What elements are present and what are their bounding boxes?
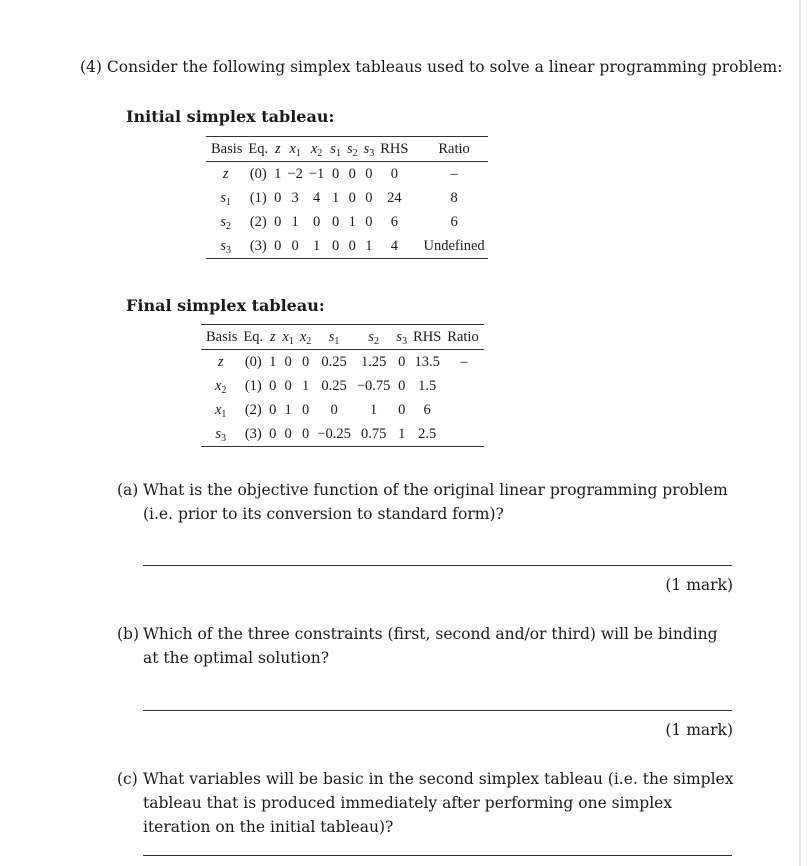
cell-basis: z (222, 165, 229, 182)
cell-s2: 0.75 (360, 425, 387, 442)
answer-line-b[interactable] (143, 710, 732, 711)
cell-basis: $s_3$ (215, 425, 227, 444)
mark-a: (1 mark) (665, 576, 733, 594)
question-text: Consider the following simplex tableaus used to solve a linear programming problem: (106, 58, 783, 76)
mark-b: (1 mark) (665, 721, 733, 739)
cell-eq: (2) (244, 401, 262, 418)
cell-ratio: Undefined (423, 237, 485, 254)
part-b (117, 622, 737, 670)
cell-x1: 0 (284, 377, 292, 394)
part-c (117, 767, 737, 839)
cell-rhs: 4 (390, 237, 398, 254)
cell-s1: −0.25 (317, 425, 351, 442)
cell-s2: 1 (370, 401, 378, 418)
header-x1: $x_1$ (289, 140, 301, 159)
cell-x1: 0 (291, 237, 299, 254)
part-text: Which of the three constraints (first, second and/or third) will be binding at the optimal solution? (143, 625, 718, 667)
cell-s3: 0 (398, 353, 406, 370)
cell-eq: (1) (249, 189, 267, 206)
part-text: What variables will be basic in the second simplex tableau (i.e. the simplex tableau that is produced immediately after performing one simplex iteration on the initial tableau)? (143, 770, 734, 836)
header-ratio: Ratio (438, 140, 470, 157)
header-rhs: RHS (380, 140, 409, 157)
cell-s1: 0 (331, 213, 340, 230)
cell-eq: (1) (244, 377, 262, 394)
cell-z: 0 (274, 189, 282, 206)
cell-ratio: – (460, 353, 468, 370)
part-label: (a) (117, 481, 139, 499)
table-row (201, 374, 484, 398)
cell-s2: 1 (348, 213, 356, 230)
header-z: z (274, 140, 281, 157)
cell-rhs: 6 (423, 401, 431, 418)
header-z: z (269, 328, 276, 345)
cell-ratio: 6 (450, 213, 458, 230)
header-x1: $x_1$ (282, 328, 294, 347)
cell-s3: 0 (398, 377, 406, 394)
cell-s1: 0.25 (321, 377, 347, 394)
table-row (206, 234, 488, 259)
cell-x1: 3 (291, 189, 299, 206)
cell-s1: 0 (331, 165, 340, 182)
final-tableau (201, 324, 484, 447)
header-s2: $s_2$ (346, 140, 358, 159)
cell-x1: 0 (284, 353, 292, 370)
cell-basis: $x_2$ (214, 377, 227, 396)
cell-eq: (0) (244, 353, 262, 370)
cell-x2: 4 (312, 189, 321, 206)
cell-s3: 0 (365, 165, 373, 182)
final-tableau-title: Final simplex tableau: (126, 296, 325, 315)
cell-s3: 0 (365, 189, 373, 206)
table-header-row (201, 325, 484, 350)
initial-tableau-title: Initial simplex tableau: (126, 107, 335, 126)
header-eq: Eq. (243, 328, 264, 345)
cell-x2: 1 (301, 377, 310, 394)
table-row (206, 162, 488, 187)
cell-rhs: 2.5 (418, 425, 437, 442)
table-row (201, 398, 484, 422)
cell-x2: 1 (312, 237, 321, 254)
cell-s1: 0 (330, 401, 338, 418)
cell-ratio (444, 398, 483, 422)
cell-x1: 1 (284, 401, 292, 418)
question-number: (4) (80, 58, 102, 76)
header-s3: $s_3$ (363, 140, 375, 159)
header-s2: $s_2$ (368, 328, 379, 347)
cell-z: 0 (274, 213, 282, 230)
cell-basis: $s_2$ (220, 213, 232, 232)
cell-s3: 1 (365, 237, 373, 254)
cell-s2: 0 (348, 165, 356, 182)
header-s3: $s_3$ (396, 328, 408, 347)
part-text: What is the objective function of the original linear programming problem (i.e. prior to its conversion to standard form)? (143, 481, 728, 523)
cell-ratio (444, 422, 483, 447)
cell-s3: 0 (398, 401, 406, 418)
part-label: (b) (117, 625, 140, 643)
cell-z: 0 (269, 425, 277, 442)
cell-rhs: 24 (387, 189, 402, 206)
cell-z: 0 (269, 377, 277, 394)
cell-s3: 1 (398, 425, 406, 442)
table-row (206, 210, 488, 234)
cell-s2: 0 (348, 189, 356, 206)
cell-basis: $s_1$ (220, 189, 232, 208)
header-rhs: RHS (413, 328, 442, 345)
initial-tableau (206, 136, 488, 259)
cell-eq: (3) (244, 425, 262, 442)
cell-s2: −0.75 (356, 377, 391, 394)
cell-basis: $s_3$ (220, 237, 232, 256)
cell-ratio: – (450, 165, 458, 182)
cell-eq: (2) (249, 213, 267, 230)
cell-rhs: 1.5 (418, 377, 437, 394)
cell-rhs: 6 (390, 213, 398, 230)
cell-rhs: 0 (390, 165, 398, 182)
header-eq: Eq. (248, 140, 269, 157)
cell-x2: −1 (308, 165, 325, 182)
cell-ratio (444, 374, 483, 398)
header-s1: $s_1$ (328, 328, 340, 347)
page-edge (799, 0, 801, 866)
part-a (117, 478, 737, 526)
header-x2: $x_2$ (310, 140, 323, 159)
cell-x2: 0 (301, 425, 310, 442)
cell-eq: (0) (249, 165, 267, 182)
cell-z: 1 (269, 353, 277, 370)
table-row (201, 350, 484, 375)
cell-x2: 0 (301, 353, 310, 370)
answer-line-a[interactable] (143, 565, 732, 566)
cell-s2: 1.25 (360, 353, 387, 370)
cell-x2: 0 (312, 213, 321, 230)
cell-z: 0 (274, 237, 282, 254)
question-intro (80, 58, 782, 76)
header-s1: $s_1$ (330, 140, 341, 159)
table-row (206, 186, 488, 210)
header-ratio: Ratio (447, 328, 479, 345)
header-basis: Basis (206, 328, 238, 345)
table-header-row (206, 137, 488, 162)
cell-s1: 0 (331, 237, 340, 254)
header-basis: Basis (211, 140, 243, 157)
cell-rhs: 13.5 (414, 353, 440, 370)
cell-eq: (3) (249, 237, 267, 254)
header-x2: $x_2$ (299, 328, 312, 347)
cell-x1: 1 (291, 213, 299, 230)
cell-s1: 1 (331, 189, 340, 206)
cell-s3: 0 (365, 213, 373, 230)
cell-z: 0 (269, 401, 277, 418)
cell-basis: z (217, 353, 224, 370)
cell-x1: 0 (284, 425, 292, 442)
cell-s2: 0 (348, 237, 356, 254)
cell-s1: 0.25 (321, 353, 347, 370)
table-row (201, 422, 484, 447)
cell-z: 1 (274, 165, 282, 182)
cell-x2: 0 (301, 401, 310, 418)
cell-basis: $x_1$ (214, 401, 227, 420)
cell-ratio: 8 (450, 189, 458, 206)
answer-line-c[interactable] (143, 855, 732, 856)
cell-x1: −2 (287, 165, 303, 182)
part-label: (c) (117, 770, 138, 788)
